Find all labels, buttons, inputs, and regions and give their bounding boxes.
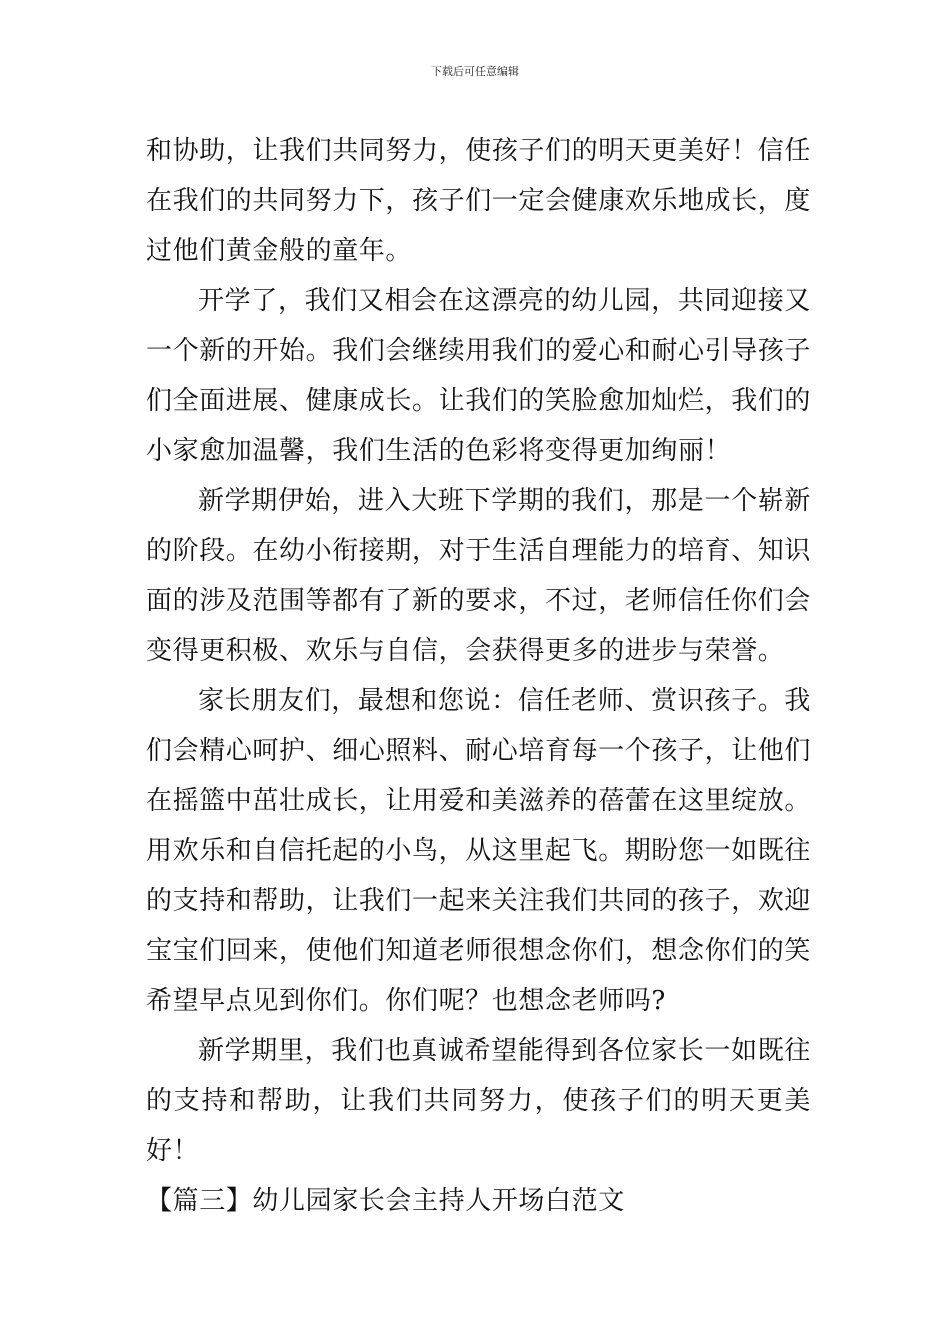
paragraph-senior-class: 新学期伊始，进入大班下学期的我们，那是一个崭新的阶段。在幼小衔接期，对于生活自理能力的培育、知识面的涉及范围等都有了新的要求，不过，老师信任你们会变得更积极、欢乐与自信，会获得更多的进步与荣誉。 (146, 486, 812, 666)
paragraph-continuation: 和协助，让我们共同努力，使孩子们的明天更美好！信任在我们的共同努力下，孩子们一定会健康欢乐地成长，度过他们黄金般的童年。 (146, 136, 812, 266)
page-header: 下载后可任意编辑 (431, 65, 519, 78)
paragraph-parents-message: 家长朋友们，最想和您说：信任老师、赏识孩子。我们会精心呵护、细心照料、耐心培育每一个孩子，让他们在摇篮中茁壮成长，让用爱和美滋养的蓓蕾在这里绽放。用欢乐和自信托起的小鸟，从这里起飞。期盼您一如既往的支持和帮助，让我们一起来关注我们共同的孩子，欢迎宝宝们回来，使他们知道老师很想念你们，想念你们的笑希望早点见到你们。你们呢？也想念老师吗? (146, 686, 812, 1016)
document-body (146, 126, 811, 1226)
paragraph-new-semester-meeting: 开学了，我们又相会在这漂亮的幼儿园，共同迎接又一个新的开始。我们会继续用我们的爱心和耐心引导孩子们全面进展、健康成长。让我们的笑脸愈加灿烂，我们的小家愈加温馨，我们生活的色彩将变得更加绚丽！ (146, 286, 812, 466)
section-title: 【篇三】幼儿园家长会主持人开场白范文 (146, 1186, 625, 1216)
paragraph-support-request: 新学期里，我们也真诚希望能得到各位家长一如既往的支持和帮助，让我们共同努力，使孩子们的明天更美好！ (146, 1036, 811, 1166)
